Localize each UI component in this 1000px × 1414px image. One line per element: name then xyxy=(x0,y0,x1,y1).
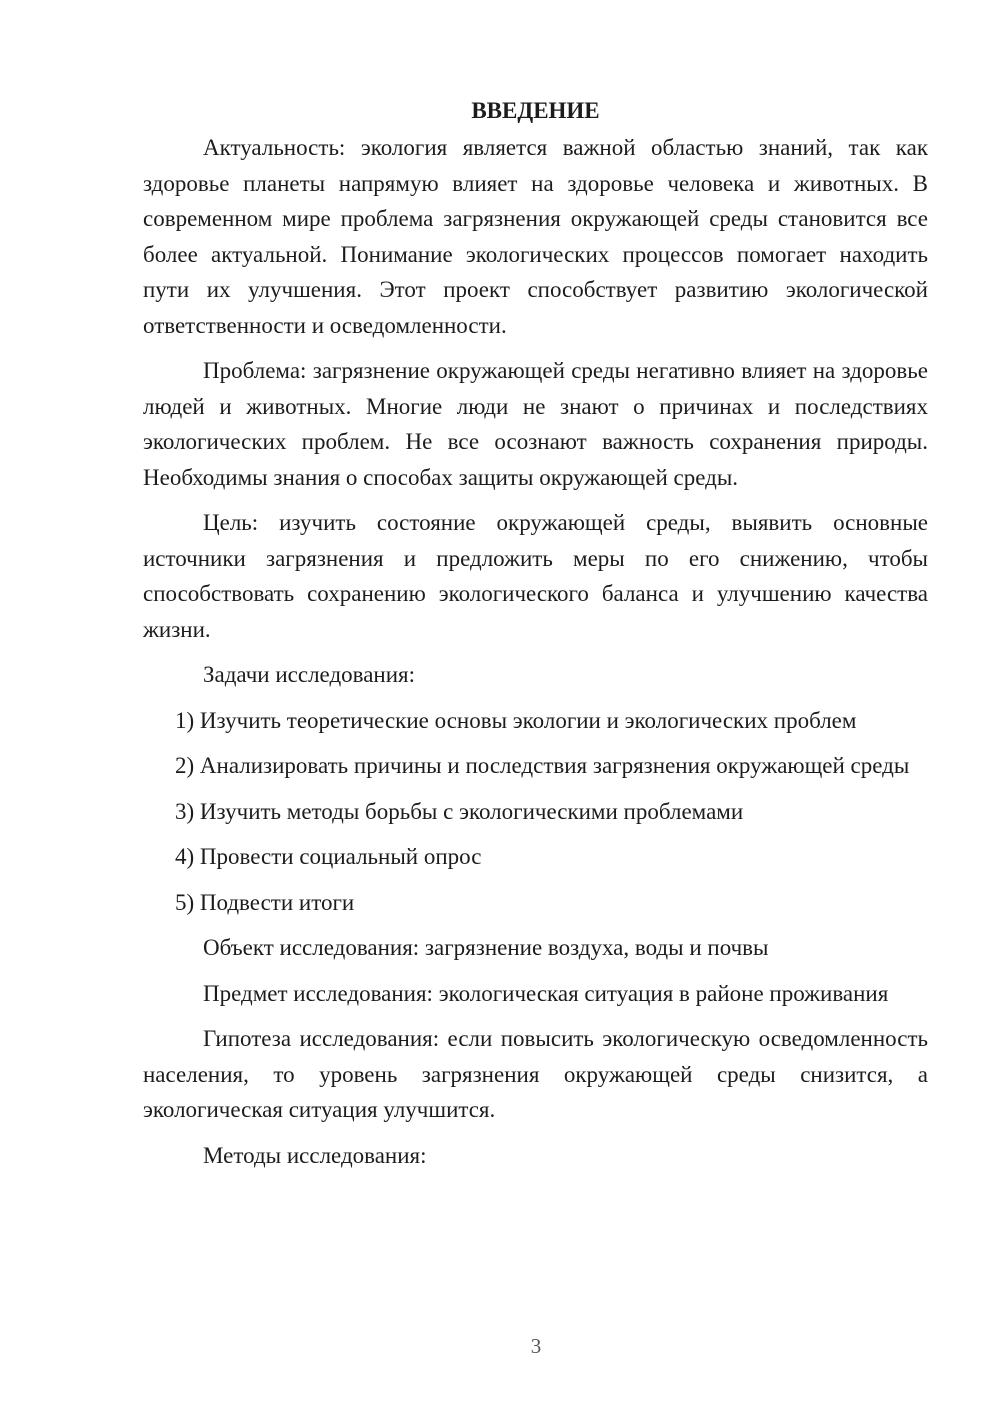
page-content xyxy=(143,93,928,1183)
task-item-5: 5) Подвести итоги xyxy=(175,889,355,915)
page-number: 3 xyxy=(530,1334,542,1358)
methods-heading: Методы исследования: xyxy=(203,1142,427,1168)
goal-paragraph: Цель: изучить состояние окружающей среды, выявить основные источники загрязнения и предложить меры по его снижению, чтобы способствовать сохранению экологического баланса и улучшению качества жизни. xyxy=(143,510,928,642)
task-item-3: 3) Изучить методы борьбы с экологическими проблемами xyxy=(175,798,744,824)
subject-paragraph: Предмет исследования: экологическая ситуация в районе проживания xyxy=(203,980,889,1006)
tasks-heading: Задачи исследования: xyxy=(203,662,416,687)
task-item-1: 1) Изучить теоретические основы экологии и экологических проблем xyxy=(175,707,857,733)
task-item-2: 2) Анализировать причины и последствия загрязнения окружающей среды xyxy=(175,753,910,778)
section-title: ВВЕДЕНИЕ xyxy=(471,98,600,123)
task-item-4: 4) Провести социальный опрос xyxy=(175,844,482,869)
problem-paragraph: Проблема: загрязнение окружающей среды негативно влияет на здоровье людей и животных. Многие люди не знают о причинах и последствиях экологических проблем. Не все осознают важность сохранения природы. Необходимы знания о способах защиты окружающей среды. xyxy=(143,358,928,490)
object-paragraph: Объект исследования: загрязнение воздуха, воды и почвы xyxy=(203,935,769,960)
relevance-paragraph: Актуальность: экология является важной областью знаний, так как здоровье планеты напрямую влияет на здоровье человека и животных. В современном мире проблема загрязнения окружающей среды становится все более актуальной. Понимание экологических процессов помогает находить пути их улучшения. Этот проект способствует развитию экологической ответственности и осведомленности. xyxy=(143,135,928,338)
hypothesis-paragraph: Гипотеза исследования: если повысить экологическую осведомленность населения, то уровень загрязнения окружающей среды снизится, а экологическая ситуация улучшится. xyxy=(143,1026,928,1122)
